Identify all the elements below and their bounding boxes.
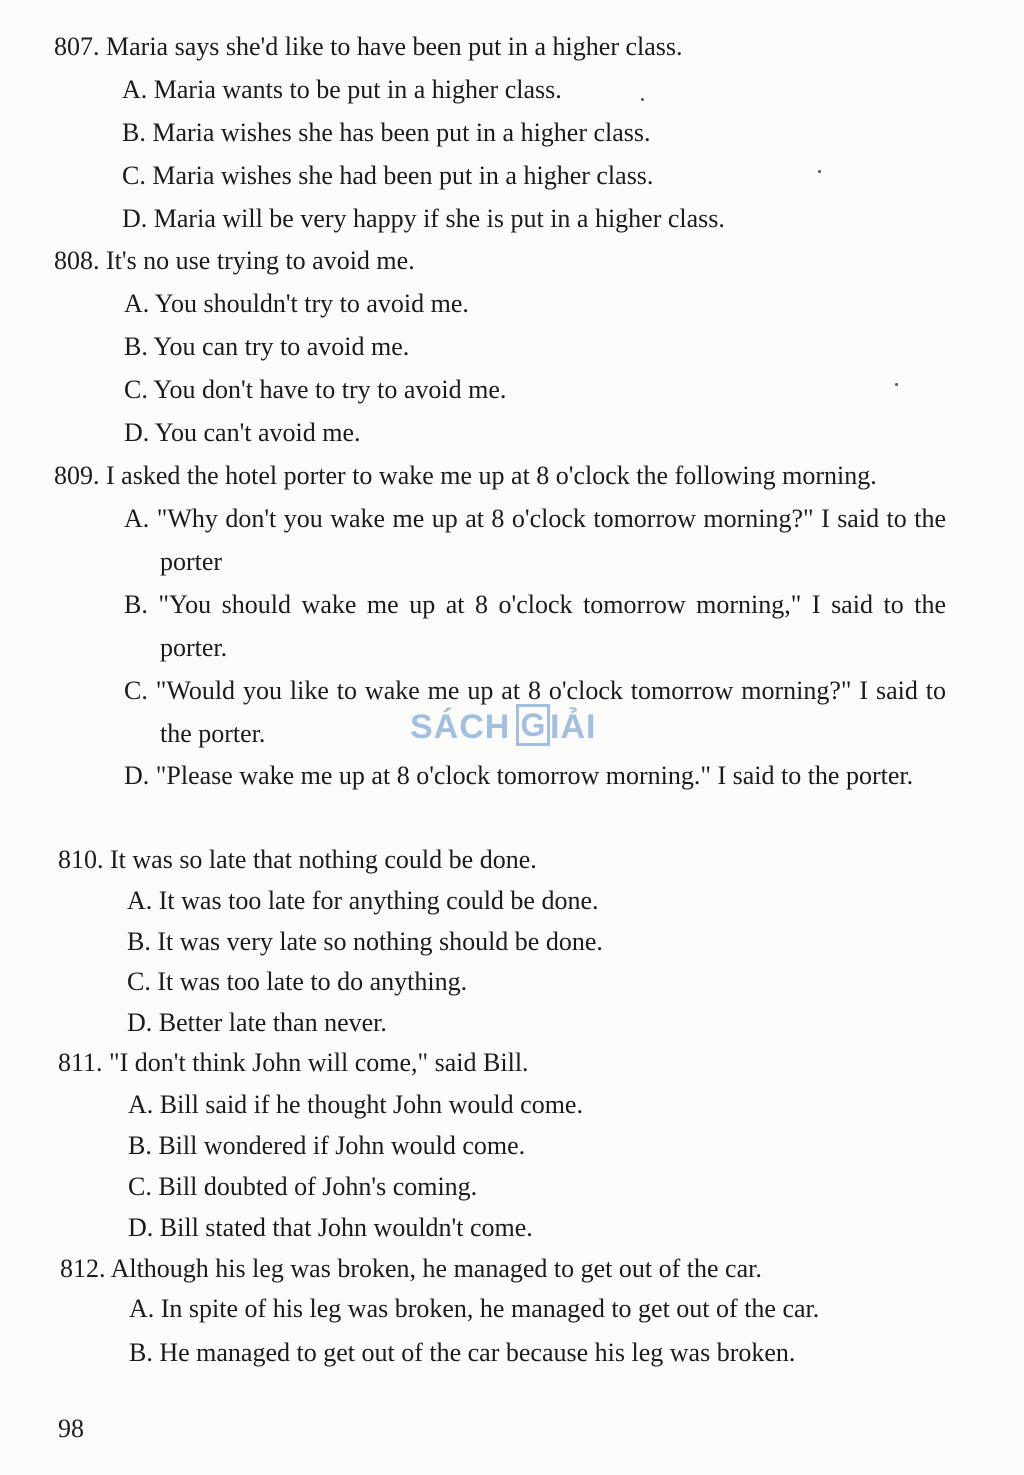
- watermark-right-text: IẢI: [550, 708, 597, 746]
- question-810-stem: 810. It was so late that nothing could be done.: [58, 845, 537, 874]
- question-810-option-c: C. It was too late to do anything.: [127, 967, 468, 996]
- question-811-option-b: B. Bill wondered if John would come.: [128, 1131, 526, 1160]
- watermark-left-text: SÁCH: [410, 708, 511, 746]
- question-810-option-b: B. It was very late so nothing should be done.: [127, 927, 603, 956]
- question-809-stem: 809. I asked the hotel porter to wake me up at 8 o'clock the following morning.: [54, 461, 877, 490]
- question-811-option-c: C. Bill doubted of John's coming.: [128, 1172, 478, 1201]
- question-811-option-a: A. Bill said if he thought John would come.: [128, 1090, 583, 1119]
- question-808-option-d: D. You can't avoid me.: [124, 418, 361, 447]
- question-810-option-a: A. It was too late for anything could be done.: [127, 886, 599, 915]
- question-807-option-b: B. Maria wishes she has been put in a higher class.: [122, 118, 651, 147]
- question-808-stem: 808. It's no use trying to avoid me.: [54, 246, 415, 275]
- question-808-option-b: B. You can try to avoid me.: [124, 332, 410, 361]
- question-807-option-a: A. Maria wants to be put in a higher class.: [122, 75, 562, 104]
- question-808-option-a: A. You shouldn't try to avoid me.: [124, 289, 469, 318]
- question-808-option-c: C. You don't have to try to avoid me.: [124, 375, 507, 404]
- question-809-option-a: A. "Why don't you wake me up at 8 o'clock tomorrow morning?" I said to the porter: [124, 504, 946, 576]
- question-811-option-d: D. Bill stated that John wouldn't come.: [128, 1213, 533, 1242]
- question-807-option-d: D. Maria will be very happy if she is put in a higher class.: [122, 204, 725, 233]
- watermark-logo: [410, 704, 620, 750]
- watermark-box-letter: G: [516, 704, 550, 746]
- question-810-option-d: D. Better late than never.: [127, 1008, 387, 1037]
- question-809-option-b: B. "You should wake me up at 8 o'clock tomorrow morning," I said to the porter.: [124, 590, 946, 662]
- question-807-stem: 807. Maria says she'd like to have been put in a higher class.: [54, 32, 683, 61]
- scan-speck: [895, 383, 898, 386]
- question-812-stem: 812. Although his leg was broken, he managed to get out of the car.: [60, 1254, 762, 1283]
- question-809-option-c: C. "Would you like to wake me up at 8 o'clock tomorrow morning?" I said to the porter.: [124, 676, 946, 748]
- question-812-option-a: A. In spite of his leg was broken, he managed to get out of the car.: [129, 1294, 820, 1323]
- page-number: 98: [58, 1414, 84, 1443]
- scan-speck: [641, 98, 644, 101]
- question-809-option-d: D. "Please wake me up at 8 o'clock tomorrow morning." I said to the porter.: [124, 761, 914, 790]
- question-807-option-c: C. Maria wishes she had been put in a higher class.: [122, 161, 654, 190]
- question-811-stem: 811. "I don't think John will come," said Bill.: [58, 1048, 529, 1077]
- scan-speck: [818, 170, 821, 173]
- question-812-option-b: B. He managed to get out of the car because his leg was broken.: [129, 1338, 796, 1367]
